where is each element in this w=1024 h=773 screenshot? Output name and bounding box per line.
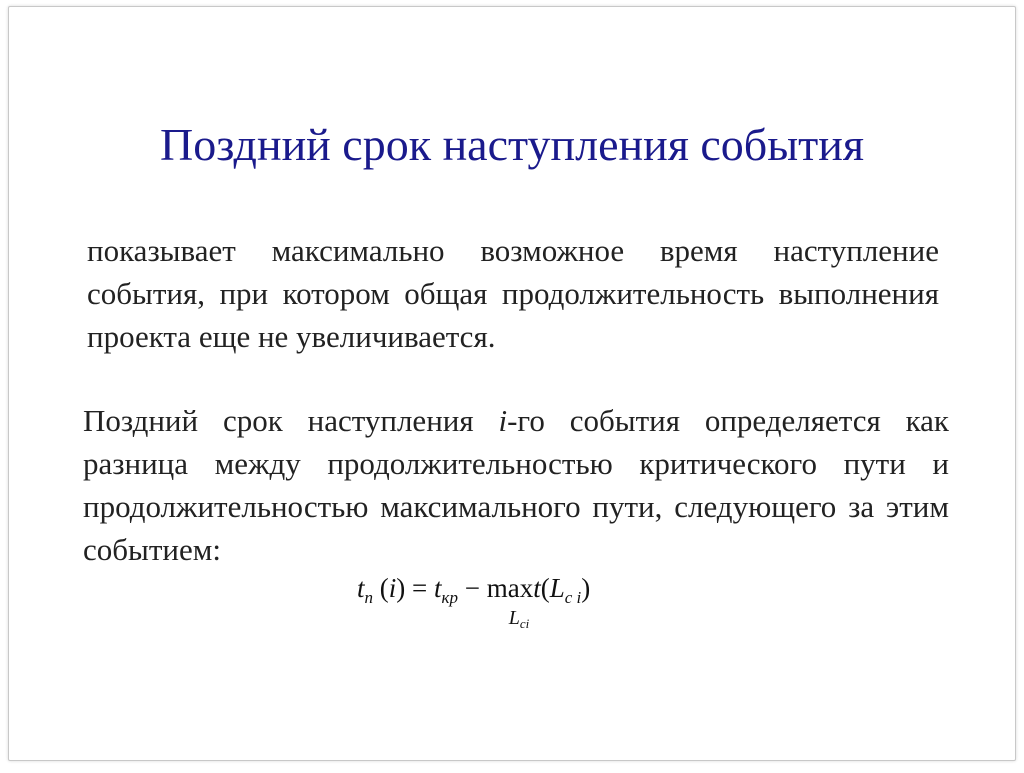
slide-title: Поздний срок наступления события xyxy=(159,119,864,170)
definition-text: показывает максимально возможное время наступление события, при котором общая продолжительность выполнения проекта еще не увеличивается. xyxy=(87,233,939,354)
formula xyxy=(357,573,677,639)
formula-max-under-sub: ci xyxy=(519,616,530,631)
formula-max-text: max xyxy=(486,573,534,603)
formula-minus: − xyxy=(464,573,480,603)
formula-t2: t xyxy=(434,573,442,603)
paragraph-before: Поздний срок наступления xyxy=(83,403,499,438)
formula-i: i xyxy=(388,573,397,603)
formula-max-under-l: L xyxy=(508,607,520,629)
formula-kr-sub: кр xyxy=(441,588,458,607)
formula-max-under xyxy=(509,603,530,639)
formula-func-t: t xyxy=(533,573,541,603)
formula-func-open: ( xyxy=(540,573,550,603)
formula-open-paren: ( xyxy=(379,573,389,603)
formula-equals: = xyxy=(412,573,428,603)
paragraph-italic-i: i xyxy=(498,403,508,438)
paragraph-after: -го события определяется как разница между продолжительностью критического пути и продолжительностью максимального пути, следующего за этим событием: xyxy=(83,403,949,567)
formula-close-paren: ) xyxy=(396,573,406,603)
formula-max xyxy=(486,573,534,631)
formula-func-l: L xyxy=(549,573,565,603)
formula-n-sub: n xyxy=(364,588,374,607)
formula-func-close: ) xyxy=(581,573,591,603)
formula-func-sub: c i xyxy=(564,588,582,607)
slide xyxy=(8,6,1016,761)
paragraph-text xyxy=(83,399,949,571)
formula-t: t xyxy=(357,573,365,603)
